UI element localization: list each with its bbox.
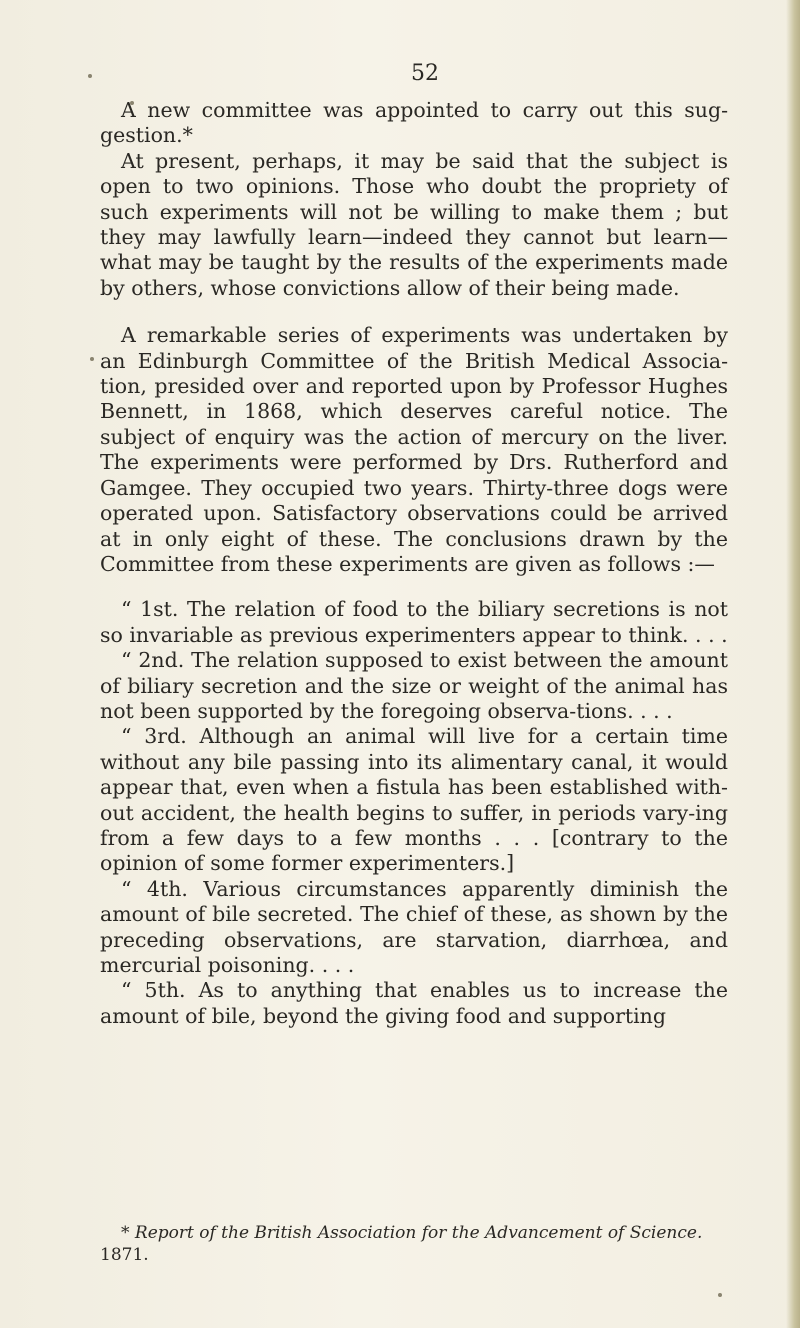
paragraph-gap [100, 301, 728, 323]
footnote-reference: Report of the British Association for the Advancement of Science. [134, 1223, 703, 1243]
quoted-conclusion-4: “ 4th. Various circumstances apparently diminish the amount of bile secreted. The chief of these, as shown by the preceding observations, are starvation, diarrhœa, and mercurial poisoning. . . . [100, 876, 728, 977]
text-body [100, 60, 728, 1029]
print-speck [90, 357, 94, 361]
quoted-conclusion-5: “ 5th. As to anything that enables us to increase the amount of bile, beyond the giving food and supporting [100, 978, 728, 1028]
paragraph-gap [100, 577, 728, 597]
print-speck [718, 1293, 722, 1297]
footnote-marker: * [121, 1223, 130, 1243]
quoted-conclusion-1: “ 1st. The relation of food to the biliary secretions is not so invariable as previous experimenters appear to think. . . . [100, 597, 728, 647]
paragraph: A remarkable series of experiments was undertaken by an Edinburgh Committee of the British Medical Associa-tion, presided over and reported upon by Professor Hughes Bennett, in 1868, which deserves careful notice. The subject of enquiry was the action of mercury on the liver. The experiments were performed by Drs. Rutherford and Gamgee. They occupied two years. Thirty-three dogs were operated upon. Satisfactory observations could be arrived at in only eight of these. The conclusions drawn by the Committee from these experiments are given as follows :— [100, 323, 728, 576]
page-edge-shadow [786, 0, 800, 1328]
footnote-year: 1871. [100, 1245, 149, 1265]
page-number: 52 [411, 61, 439, 86]
quoted-conclusion-2: “ 2nd. The relation supposed to exist between the amount of biliary secretion and the size or weight of the animal has not been supported by the foregoing observa-tions. . . . [100, 648, 728, 723]
footnote [100, 1222, 728, 1266]
quoted-conclusion-3: “ 3rd. Although an animal will live for a certain time without any bile passing into its alimentary canal, it would appear that, even when a fistula has been established with-out accident, the health begins to suffer, in periods vary-ing from a few days to a few months . . . [contrary to the opinion of some former experimenters.] [100, 724, 728, 876]
print-speck [88, 74, 92, 78]
paragraph: At present, perhaps, it may be said that the subject is open to two opinions. Those who doubt the propriety of such experiments will not be willing to make them ; but they may lawfully learn—indeed they cannot but learn—what may be taught by the results of the experiments made by others, whose convictions allow of their being made. [100, 148, 728, 300]
paragraph: A new committee was appointed to carry out this sug-gestion.* [100, 98, 728, 148]
